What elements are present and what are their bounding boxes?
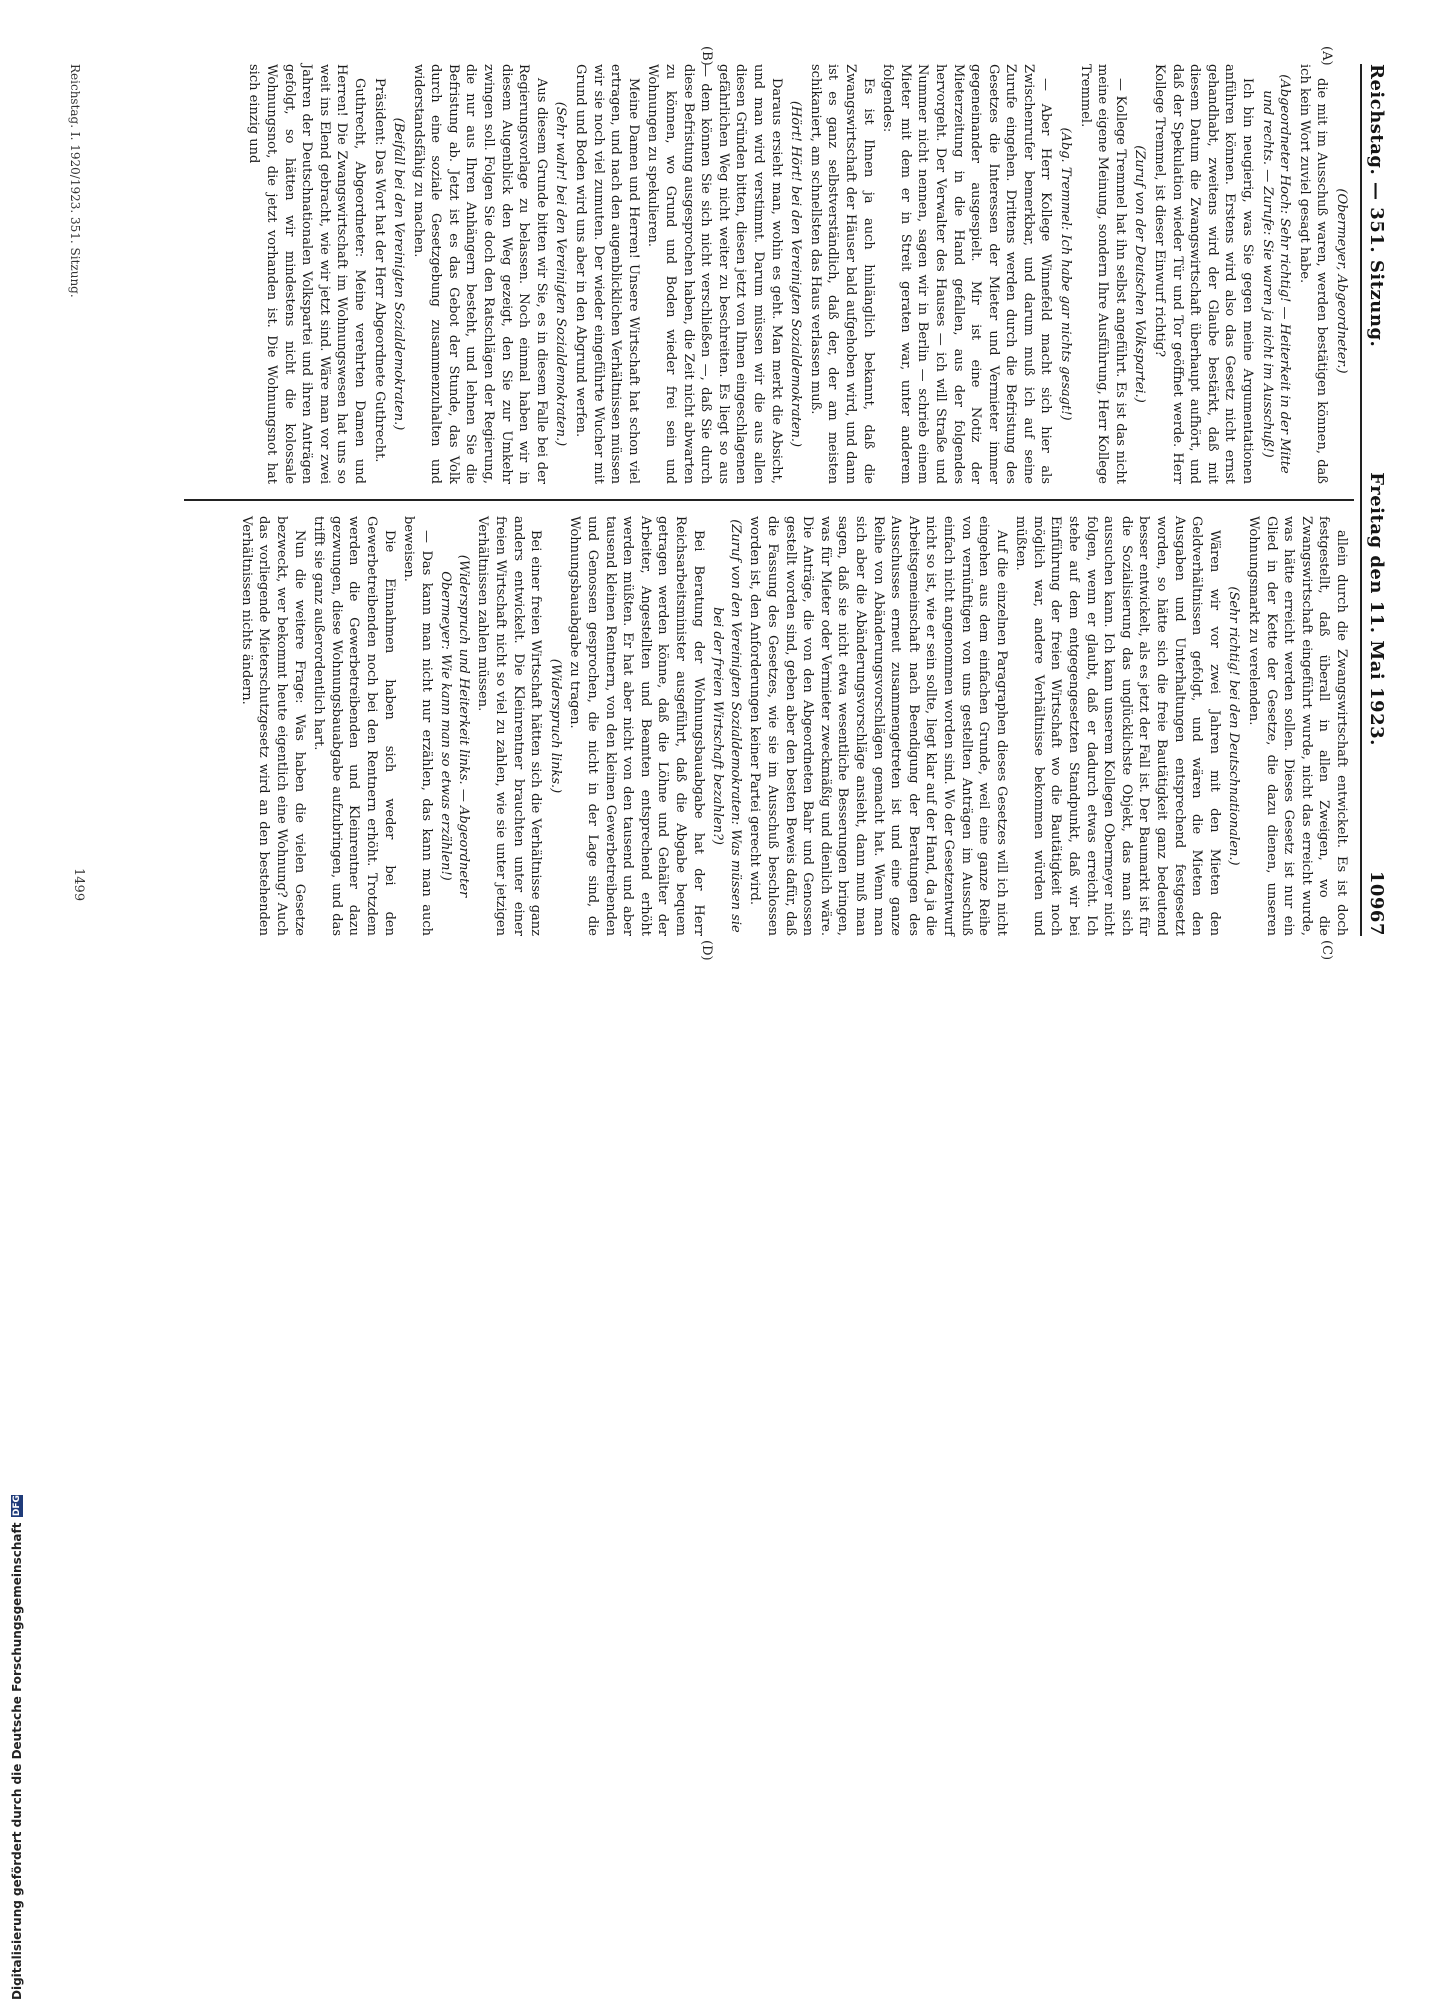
paragraph: Bei einer freien Wirtschaft hätten sich die Verhältnisse ganz anders entwickelt. Die Kleinrentner brauchten unter einer freien Wirtschaft nicht so viel zu zahlen, wie sie unter jetzigen Verhältnissen zahlen müssen.	[475, 516, 544, 936]
margin-marker-c: (C)	[1319, 940, 1334, 961]
interjection: (Widerspruch links.)	[547, 658, 563, 794]
paragraph: Bei Beratung der Wohnungsbauabgabe hat der Herr Reichsarbeitsminister ausgeführt, daß die Abgabe bequem getragen werden könne, daß die Löhne und Gehälter der Arbeiter, Angestellten und Beamten entsprechend erhöht werden müßten. Er hat aber nicht von den tausend und aber tausend kleinen Rentnern, von den kleinen Gewerbetreibenden und Genossen gesprochen, die nicht in der Lage sind, die Wohnungsbauabgabe zu tragen.	[567, 516, 706, 936]
paragraph: Guthrecht, Abgeordneter: Meine verehrten Damen und Herren! Die Zwangswirtschaft im Wohnungswesen hat uns so weit ins Elend gebracht, wie wir jetzt sind. Wäre man vor zwei Jahren der Deutschnationalen Volkspartei und ihren Anträgen gefolgt, so hätten wir mindestens nicht die kolossale Wohnungsnot, die jetzt vorhanden ist. Die Wohnungsnot hat sich einzig und	[246, 64, 367, 484]
paragraph: — Aber Herr Kollege Winnefeld macht sich hier als Zwischenrufer bemerkbar, und darum muß ich auf seine Zurufe eingehen. Drittens werden durch die Befristung des Gesetzes die Interessen der Mieter und Vermieter immer gegeneinander ausgespielt. Mir ist eine Notiz der Mieterzeitung in die Hand gefallen, aus der folgendes hervorgeht. Der Verwalter des Hauses — ich will Straße und Nummer nicht nennen, sagen wir in Berlin — schrieb einem Mieter mit dem er in Streit geraten war, unter anderem folgendes:	[880, 64, 1054, 484]
interjection: (Abg. Tremmel: Ich habe gar nichts gesagt!)	[1058, 127, 1074, 421]
paragraph: Ich bin neugierig, was Sie gegen meine Argumentationen anführen können. Erstens wird also das Gesetz nicht ernst gehandhabt, zweitens wird der Glaube bestärkt, daß mit diesem Datum die Zwangswirtschaft überhaupt aufhört, und daß der Spekulation wieder Tür und Tor geöffnet werde. Herr Kollege Tremmel, ist dieser Einwurf richtig?	[1152, 64, 1256, 484]
interjection: (Widerspruch und Heiterkeit links. — Abgeordneter Obermeyer: Wie kann man so etwas erzählen!)	[438, 554, 471, 898]
paragraph: Nun die weitere Frage: Was haben die vielen Gesetze bezweckt, wer bekommt heute eigentlich eine Wohnung? Auch das vorliegende Mieterschutzgesetz wird an den bestehenden Verhältnissen nichts ändern.	[238, 516, 307, 936]
left-column	[243, 64, 1350, 484]
page-number: 1499	[71, 868, 86, 902]
paragraph: Wären wir vor zwei Jahren mit den Mieten den Geldverhältnissen gefolgt, und wären die Mieten den Ausgaben und Unterhaltungen entsprechend festgesetzt worden, so hätte sich die freie Bautätigkeit ganz bedeutend besser entwickelt, als es jetzt der Fall ist. Der Baumarkt ist für die Sozialisierung das unglücklichste Objekt, das man sich aussuchen kann. Ich kann unserem Kollegen Obermeyer nicht folgen, wenn er glaubt, daß er dadurch etwas erreicht. Ich stehe auf dem entgegengesetzten Standpunkt, daß wir bei Einführung der freien Wirtschaft wo die Bautätigkeit noch möglich war, andere Verhältnisse bekommen würden und müßten.	[1013, 516, 1222, 936]
dfg-logo: DFG	[12, 1495, 22, 1517]
watermark-text: Digitalisierung gefördert durch die Deutsche Forschungsgemeinschaft	[10, 1522, 24, 2000]
paragraph: Meine Damen und Herren! Unsere Wirtschaft hat schon viel ertragen, und nach den augenblicklichen Verhältnissen müssen wir sie noch viel zumuten. Der wieder eingeführte Wucher mit Grund und Boden wird uns aber in den Abgrund werfen.	[573, 64, 641, 484]
interjection: (Zuruf von den Vereinigten Sozialdemokraten: Was müssen sie bei der freien Wirtschaft bezahlen?)	[710, 519, 743, 933]
column-divider	[184, 499, 1354, 501]
interjection: (Hört! Hört! bei den Vereinigten Sozialdemokraten.)	[788, 100, 804, 448]
interjection: (Zuruf von der Deutschen Volkspartei.)	[1132, 145, 1148, 403]
right-column	[235, 516, 1350, 936]
margin-marker-a: (A)	[1319, 46, 1334, 66]
dfg-watermark	[4, 1012, 30, 2000]
page-footer: Reichstag. I. 1920/1923. 351. Sitzung.	[68, 64, 82, 298]
paragraph: allein durch die Zwangswirtschaft entwickelt. Es ist doch festgestellt, daß überall in allen Zweigen, wo die Zwangswirtschaft eingeführt wurde, nicht das erreicht wurde, was hätte erreicht werden sollen. Dieses Gesetz ist nur ein Glied in der Kette der Gesetze, die dazu dienen, unseren Wohnungsmarkt zu verelenden.	[1246, 516, 1349, 936]
interjection: (Sehr richtig! bei den Deutschnationalen.)	[1226, 586, 1242, 866]
speaker-line: (Obermeyer, Abgeordneter.)	[1334, 188, 1349, 374]
header-rule	[1360, 64, 1362, 936]
paragraph: — Kollege Tremmel hat ihn selbst angeführt. Es ist das nicht meine eigene Meinung, sondern Ihre Ausführung, Herr Kollege Tremmel.	[1077, 64, 1128, 484]
paragraph: — Das kann man nicht nur erzählen, das kann man auch beweisen.	[401, 516, 434, 936]
page-header	[1366, 64, 1396, 936]
interjection: (Abgeordneter Hoch: Sehr richtig! — Heiterkeit in der Mitte und rechts. — Zurufe: Sie waren ja nicht im Ausschuß!)	[1259, 74, 1293, 474]
paragraph: Aus diesem Grunde bitten wir Sie, es in diesem Falle bei der Regierungsvorlage zu belassen. Noch einmal haben wir in diesem Augenblick den Weg gezeigt, den Sie zur Umkehr zwingen soll. Folgen Sie doch den Ratschlägen der Regierung, die nur aus Ihren Anhängern besteht, und lehnen Sie die Befristung ab. Jetzt ist es das Gebot der Stunde, das Volk durch eine soziale Gesetzgebung zusammenzuhalten und widerstandsfähig zu machen.	[410, 64, 549, 484]
paragraph: Präsident: Das Wort hat der Herr Abgeordnete Guthrecht.	[371, 78, 387, 463]
margin-marker-d: (D)	[699, 940, 714, 961]
header-column-number: 10967	[1366, 870, 1387, 936]
interjection: (Beifall bei den Vereinigten Sozialdemokraten.)	[391, 117, 407, 431]
interjection: (Sehr wahr! bei den Vereinigten Sozialdemokraten.)	[553, 101, 569, 447]
paragraph: die mit im Ausschuß waren, werden bestätigen können, daß ich kein Wort zuviel gesagt habe.	[1296, 64, 1330, 484]
margin-marker-b: (B)	[699, 46, 714, 66]
paragraph: Daraus ersieht man, wohin es geht. Man merkt die Absicht, und man wird verstimmt. Darum müssen wir die aus allen diesen Gründen bitten, diesen jetzt von Ihnen eingeschlagenen gefährlichen Weg nicht weiter zu beschreiten. Es liegt so aus — dem können Sie sich nicht verschließen —, daß Sie durch diese Befristung ausgesprochen haben, die Zeit nicht abwarten zu können, wo Grund und Boden wieder frei sein und Wohnungen zu spekulieren.	[645, 64, 784, 484]
paragraph: Die Einnahmen haben sich weder bei den Gewerbetreibenden noch bei den Rentnern erhöht. Trotzdem werden die Gewerbetreibenden und Kleinrentner dazu gezwungen, diese Wohnungsbauabgabe aufzubringen, und das trifft sie ganz außerordentlich hart.	[311, 516, 397, 936]
header-session: Reichstag. — 351. Sitzung.	[1366, 64, 1387, 348]
header-date: Freitag den 11. Mai 1923.	[1366, 472, 1387, 746]
paragraph: Es ist Ihnen ja auch hinlänglich bekannt, daß die Zwangswirtschaft der Häuser bald aufgehoben wird, und dann ist es ganz selbstverständlich, daß der, der am meisten schikaniert, am schnellsten das Haus verlassen muß.	[807, 64, 876, 484]
paragraph: Auf die einzelnen Paragraphen dieses Gesetzes will ich nicht eingehen aus dem einfachen Grunde, weil eine ganze Reihe von vernünftigen von uns gestellten Anträgen im Ausschuß einfach nicht angenommen worden sind. Wo der Gesetzentwurf nicht so ist, wie er sein sollte, liegt klar auf der Hand, da ja die Arbeitsgemeinschaft nach Beendigung der Beratungen des Ausschusses erneut zusammengetreten ist und eine ganze Reihe von Abänderungsvorschlägen gemacht hat. Wenn man sich aber die Abänderungsvorschläge ansieht, dann muß man sagen, daß sie nicht etwa wesentliche Besserungen bringen, was für Mieter oder Vermieter zweckmäßig und dienlich wäre. Die Anträge, die von den Abgeordneten Bahr und Genossen gestellt worden sind, geben aber den besten Beweis dafür, daß die Fassung des Gesetzes, wie sie im Ausschuß beschlossen worden ist, den Anforderungen keiner Partei gerecht wird.	[747, 516, 1009, 936]
